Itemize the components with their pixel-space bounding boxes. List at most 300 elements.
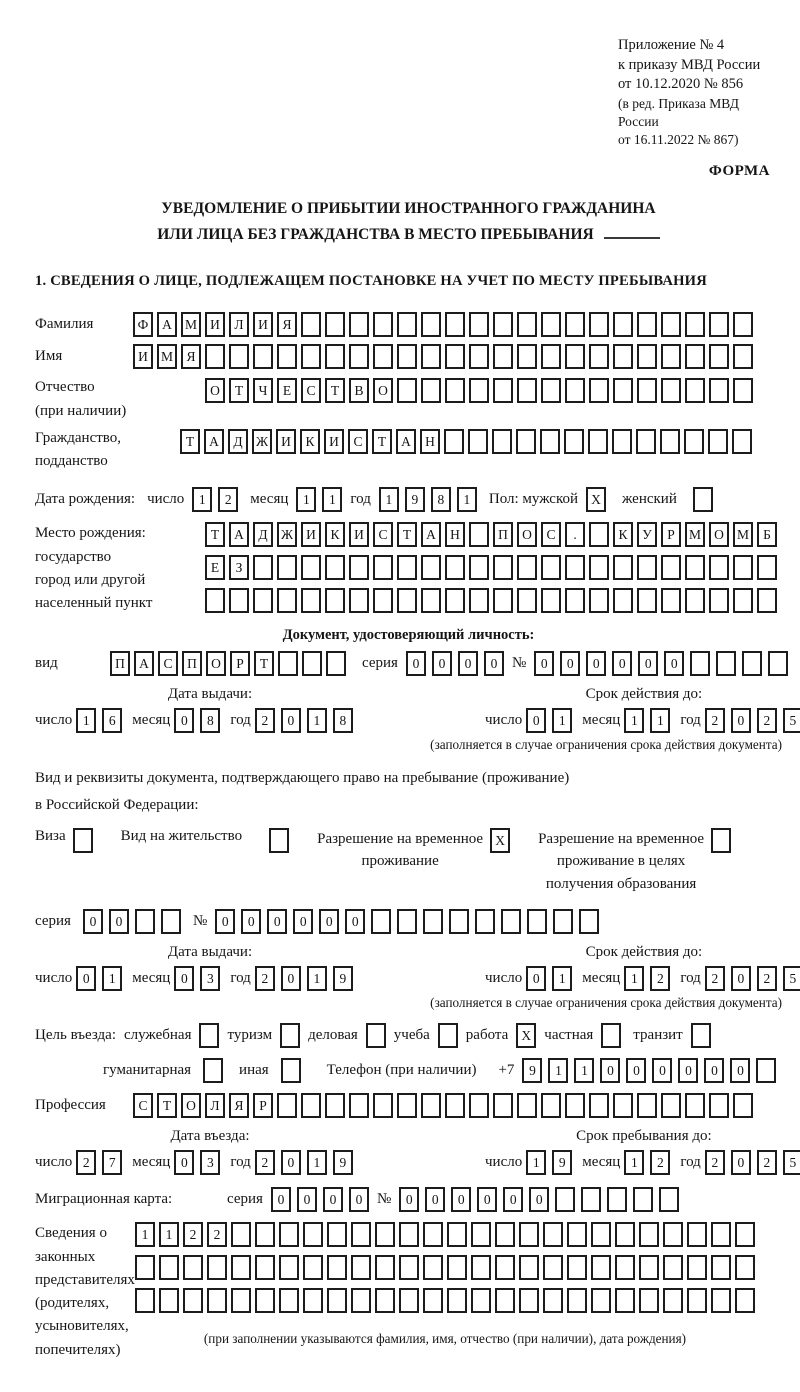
form-cell[interactable]: И [349,522,369,547]
form-cell[interactable]: 0 [319,909,339,934]
form-cell[interactable]: 0 [560,651,580,676]
form-cell[interactable]: О [181,1093,201,1118]
form-cell[interactable] [397,1093,417,1118]
form-cell[interactable]: Р [253,1093,273,1118]
form-cell[interactable] [517,344,537,369]
form-cell[interactable] [493,555,513,580]
form-cell[interactable]: 0 [406,651,426,676]
form-cell[interactable] [255,1255,275,1280]
form-cell[interactable] [733,555,753,580]
form-cell[interactable] [768,651,788,676]
form-cell[interactable] [709,378,729,403]
form-cell[interactable] [279,1288,299,1313]
form-cell[interactable]: С [301,378,321,403]
form-cell[interactable]: 3 [200,966,220,991]
form-cell[interactable]: 0 [174,708,194,733]
form-cell[interactable] [207,1255,227,1280]
form-cell[interactable] [301,344,321,369]
form-cell[interactable] [253,588,273,613]
form-cell[interactable]: 2 [183,1222,203,1247]
form-cell[interactable]: X [490,828,510,853]
form-cell[interactable] [543,1255,563,1280]
form-cell[interactable]: Ф [133,312,153,337]
form-cell[interactable] [447,1222,467,1247]
form-cell[interactable] [327,1255,347,1280]
form-cell[interactable]: Н [445,522,465,547]
form-cell[interactable] [709,588,729,613]
form-cell[interactable]: 1 [307,708,327,733]
form-cell[interactable] [685,588,705,613]
form-cell[interactable]: 1 [322,487,342,512]
form-cell[interactable]: 0 [174,966,194,991]
form-cell[interactable] [613,378,633,403]
form-cell[interactable] [351,1255,371,1280]
form-cell[interactable] [711,1288,731,1313]
form-cell[interactable] [685,378,705,403]
form-cell[interactable]: 0 [241,909,261,934]
form-cell[interactable]: А [157,312,177,337]
form-cell[interactable]: 8 [200,708,220,733]
form-cell[interactable]: 1 [307,1150,327,1175]
form-cell[interactable] [445,555,465,580]
form-cell[interactable] [541,312,561,337]
form-cell[interactable] [543,1288,563,1313]
form-cell[interactable] [735,1255,755,1280]
form-cell[interactable] [517,312,537,337]
form-cell[interactable] [709,1093,729,1118]
form-cell[interactable] [349,344,369,369]
form-cell[interactable]: 2 [207,1222,227,1247]
form-cell[interactable] [159,1288,179,1313]
form-cell[interactable]: 0 [704,1058,724,1083]
form-cell[interactable] [733,378,753,403]
form-cell[interactable]: Л [205,1093,225,1118]
form-cell[interactable] [661,1093,681,1118]
form-cell[interactable] [493,1093,513,1118]
form-cell[interactable]: Т [397,522,417,547]
form-cell[interactable] [711,828,731,853]
form-cell[interactable] [135,1288,155,1313]
form-cell[interactable] [501,909,521,934]
form-cell[interactable] [709,555,729,580]
form-cell[interactable]: 5 [783,966,800,991]
form-cell[interactable] [397,312,417,337]
form-cell[interactable]: 2 [705,1150,725,1175]
form-cell[interactable] [325,588,345,613]
form-cell[interactable] [639,1255,659,1280]
form-cell[interactable]: Т [205,522,225,547]
form-cell[interactable] [637,344,657,369]
form-cell[interactable]: 0 [678,1058,698,1083]
form-cell[interactable]: Д [253,522,273,547]
form-cell[interactable]: Ч [253,378,273,403]
form-cell[interactable] [733,312,753,337]
form-cell[interactable] [469,378,489,403]
form-cell[interactable] [639,1288,659,1313]
form-cell[interactable]: С [133,1093,153,1118]
form-cell[interactable]: 2 [757,708,777,733]
form-cell[interactable]: X [516,1023,536,1048]
form-cell[interactable] [397,909,417,934]
form-cell[interactable]: О [709,522,729,547]
form-cell[interactable]: 5 [783,708,800,733]
form-cell[interactable] [399,1222,419,1247]
form-cell[interactable] [349,1093,369,1118]
form-cell[interactable]: И [133,344,153,369]
form-cell[interactable]: А [396,429,416,454]
form-cell[interactable] [637,312,657,337]
form-cell[interactable]: Я [181,344,201,369]
form-cell[interactable] [493,312,513,337]
form-cell[interactable]: О [206,651,226,676]
form-cell[interactable]: Т [180,429,200,454]
form-cell[interactable] [277,344,297,369]
form-cell[interactable] [421,588,441,613]
form-cell[interactable] [708,429,728,454]
form-cell[interactable]: 0 [425,1187,445,1212]
form-cell[interactable]: 0 [612,651,632,676]
form-cell[interactable] [607,1187,627,1212]
form-cell[interactable]: И [205,312,225,337]
form-cell[interactable]: 0 [652,1058,672,1083]
form-cell[interactable] [493,588,513,613]
form-cell[interactable] [543,1222,563,1247]
form-cell[interactable]: 0 [271,1187,291,1212]
form-cell[interactable]: 2 [705,966,725,991]
form-cell[interactable] [687,1222,707,1247]
form-cell[interactable]: 0 [626,1058,646,1083]
form-cell[interactable] [732,429,752,454]
form-cell[interactable] [663,1255,683,1280]
form-cell[interactable] [591,1255,611,1280]
form-cell[interactable]: 0 [600,1058,620,1083]
form-cell[interactable]: 0 [345,909,365,934]
form-cell[interactable]: 1 [379,487,399,512]
form-cell[interactable]: 0 [477,1187,497,1212]
form-cell[interactable] [205,344,225,369]
form-cell[interactable]: 1 [552,966,572,991]
form-cell[interactable] [519,1255,539,1280]
form-cell[interactable]: 0 [503,1187,523,1212]
form-cell[interactable]: К [613,522,633,547]
form-cell[interactable] [541,344,561,369]
form-cell[interactable] [733,344,753,369]
form-cell[interactable] [493,378,513,403]
form-cell[interactable] [229,588,249,613]
form-cell[interactable] [255,1288,275,1313]
form-cell[interactable] [567,1222,587,1247]
form-cell[interactable] [449,909,469,934]
form-cell[interactable] [438,1023,458,1048]
form-cell[interactable] [373,555,393,580]
form-cell[interactable]: 0 [432,651,452,676]
form-cell[interactable]: . [565,522,585,547]
form-cell[interactable] [685,312,705,337]
form-cell[interactable] [469,522,489,547]
form-cell[interactable] [639,1222,659,1247]
form-cell[interactable]: И [324,429,344,454]
form-cell[interactable] [253,555,273,580]
form-cell[interactable]: Ж [277,522,297,547]
form-cell[interactable]: 1 [552,708,572,733]
form-cell[interactable]: Т [157,1093,177,1118]
form-cell[interactable] [375,1255,395,1280]
form-cell[interactable] [711,1222,731,1247]
form-cell[interactable]: 1 [135,1222,155,1247]
form-cell[interactable] [399,1255,419,1280]
form-cell[interactable] [541,588,561,613]
form-cell[interactable]: 0 [281,708,301,733]
form-cell[interactable]: С [373,522,393,547]
form-cell[interactable] [613,344,633,369]
form-cell[interactable]: 7 [102,1150,122,1175]
form-cell[interactable] [327,1288,347,1313]
form-cell[interactable] [421,1093,441,1118]
form-cell[interactable]: Е [205,555,225,580]
form-cell[interactable]: 2 [705,708,725,733]
form-cell[interactable]: 1 [548,1058,568,1083]
form-cell[interactable] [659,1187,679,1212]
form-cell[interactable] [589,522,609,547]
form-cell[interactable]: 1 [624,708,644,733]
form-cell[interactable]: А [204,429,224,454]
form-cell[interactable] [397,555,417,580]
form-cell[interactable] [693,487,713,512]
form-cell[interactable]: 0 [529,1187,549,1212]
form-cell[interactable] [516,429,536,454]
form-cell[interactable] [601,1023,621,1048]
form-cell[interactable] [716,651,736,676]
form-cell[interactable] [73,828,93,853]
form-cell[interactable] [637,555,657,580]
form-cell[interactable]: Р [230,651,250,676]
form-cell[interactable]: Т [254,651,274,676]
form-cell[interactable]: 2 [218,487,238,512]
form-cell[interactable] [553,909,573,934]
form-cell[interactable]: 8 [333,708,353,733]
form-cell[interactable] [469,344,489,369]
form-cell[interactable]: 1 [296,487,316,512]
form-cell[interactable]: Л [229,312,249,337]
form-cell[interactable]: М [685,522,705,547]
form-cell[interactable]: 0 [586,651,606,676]
form-cell[interactable] [565,555,585,580]
form-cell[interactable] [756,1058,776,1083]
form-cell[interactable]: 1 [624,966,644,991]
form-cell[interactable] [135,1255,155,1280]
form-cell[interactable] [684,429,704,454]
form-cell[interactable]: 0 [297,1187,317,1212]
form-cell[interactable]: 1 [307,966,327,991]
form-cell[interactable] [445,344,465,369]
form-cell[interactable] [567,1255,587,1280]
form-cell[interactable]: С [158,651,178,676]
form-cell[interactable] [469,312,489,337]
form-cell[interactable] [279,1222,299,1247]
form-cell[interactable] [735,1288,755,1313]
form-cell[interactable] [303,1255,323,1280]
form-cell[interactable] [231,1288,251,1313]
form-cell[interactable] [613,1093,633,1118]
form-cell[interactable] [325,555,345,580]
form-cell[interactable] [733,588,753,613]
form-cell[interactable] [567,1288,587,1313]
form-cell[interactable] [421,555,441,580]
form-cell[interactable] [471,1288,491,1313]
form-cell[interactable]: 0 [730,1058,750,1083]
form-cell[interactable]: 0 [484,651,504,676]
form-cell[interactable]: 1 [76,708,96,733]
form-cell[interactable] [663,1288,683,1313]
form-cell[interactable]: М [733,522,753,547]
form-cell[interactable] [447,1255,467,1280]
form-cell[interactable] [579,909,599,934]
form-cell[interactable]: 0 [526,966,546,991]
form-cell[interactable]: И [276,429,296,454]
form-cell[interactable] [421,312,441,337]
form-cell[interactable] [519,1222,539,1247]
form-cell[interactable] [555,1187,575,1212]
form-cell[interactable] [278,651,298,676]
form-cell[interactable] [589,555,609,580]
form-cell[interactable] [517,378,537,403]
form-cell[interactable] [591,1288,611,1313]
form-cell[interactable]: 9 [405,487,425,512]
form-cell[interactable] [397,344,417,369]
form-cell[interactable] [540,429,560,454]
form-cell[interactable] [660,429,680,454]
form-cell[interactable] [325,344,345,369]
form-cell[interactable] [207,1288,227,1313]
form-cell[interactable] [203,1058,223,1083]
form-cell[interactable] [661,344,681,369]
form-cell[interactable]: А [421,522,441,547]
form-cell[interactable]: Н [420,429,440,454]
form-cell[interactable]: Т [325,378,345,403]
form-cell[interactable] [471,1222,491,1247]
form-cell[interactable] [615,1255,635,1280]
form-cell[interactable] [277,555,297,580]
form-cell[interactable] [327,1222,347,1247]
form-cell[interactable] [541,378,561,403]
form-cell[interactable] [445,378,465,403]
form-cell[interactable]: Ж [252,429,272,454]
form-cell[interactable]: 0 [267,909,287,934]
form-cell[interactable]: К [325,522,345,547]
form-cell[interactable]: Р [661,522,681,547]
form-cell[interactable] [565,344,585,369]
form-cell[interactable]: 8 [431,487,451,512]
form-cell[interactable] [375,1222,395,1247]
form-cell[interactable]: 0 [174,1150,194,1175]
form-cell[interactable] [325,312,345,337]
form-cell[interactable] [423,909,443,934]
form-cell[interactable]: 0 [458,651,478,676]
form-cell[interactable]: 9 [333,966,353,991]
form-cell[interactable] [613,555,633,580]
form-cell[interactable]: Д [228,429,248,454]
form-cell[interactable]: П [110,651,130,676]
form-cell[interactable] [541,1093,561,1118]
form-cell[interactable] [351,1288,371,1313]
form-cell[interactable] [301,555,321,580]
form-cell[interactable]: 2 [757,966,777,991]
form-cell[interactable]: 2 [650,966,670,991]
form-cell[interactable]: О [517,522,537,547]
form-cell[interactable] [733,1093,753,1118]
form-cell[interactable]: 0 [731,966,751,991]
form-cell[interactable]: 0 [534,651,554,676]
form-cell[interactable] [366,1023,386,1048]
form-cell[interactable] [255,1222,275,1247]
form-cell[interactable] [325,1093,345,1118]
form-cell[interactable]: 1 [650,708,670,733]
form-cell[interactable] [423,1288,443,1313]
form-cell[interactable] [493,344,513,369]
form-cell[interactable] [349,555,369,580]
form-cell[interactable] [757,588,777,613]
form-cell[interactable] [161,909,181,934]
form-cell[interactable]: 0 [399,1187,419,1212]
form-cell[interactable] [565,378,585,403]
form-cell[interactable] [519,1288,539,1313]
form-cell[interactable] [231,1222,251,1247]
form-cell[interactable]: К [300,429,320,454]
form-cell[interactable] [615,1288,635,1313]
form-cell[interactable] [468,429,488,454]
form-cell[interactable] [475,909,495,934]
form-cell[interactable] [613,588,633,613]
form-cell[interactable]: П [493,522,513,547]
form-cell[interactable]: И [253,312,273,337]
form-cell[interactable] [661,555,681,580]
form-cell[interactable] [709,312,729,337]
form-cell[interactable] [527,909,547,934]
form-cell[interactable]: 2 [76,1150,96,1175]
form-cell[interactable] [517,588,537,613]
form-cell[interactable]: 2 [255,708,275,733]
form-cell[interactable] [691,1023,711,1048]
form-cell[interactable] [613,312,633,337]
form-cell[interactable] [301,312,321,337]
form-cell[interactable]: 0 [215,909,235,934]
form-cell[interactable] [685,1093,705,1118]
form-cell[interactable]: У [637,522,657,547]
form-cell[interactable] [301,588,321,613]
form-cell[interactable] [397,588,417,613]
form-cell[interactable]: 0 [83,909,103,934]
form-cell[interactable]: 2 [255,966,275,991]
form-cell[interactable] [565,588,585,613]
form-cell[interactable] [661,588,681,613]
form-cell[interactable] [636,429,656,454]
form-cell[interactable]: З [229,555,249,580]
form-cell[interactable] [591,1222,611,1247]
form-cell[interactable]: И [301,522,321,547]
form-cell[interactable] [471,1255,491,1280]
form-cell[interactable]: 2 [650,1150,670,1175]
form-cell[interactable] [469,555,489,580]
form-cell[interactable]: 1 [457,487,477,512]
form-cell[interactable] [375,1288,395,1313]
form-cell[interactable] [183,1255,203,1280]
form-cell[interactable] [351,1222,371,1247]
form-cell[interactable] [135,909,155,934]
form-cell[interactable] [303,1222,323,1247]
form-cell[interactable] [373,344,393,369]
form-cell[interactable] [564,429,584,454]
form-cell[interactable]: 0 [349,1187,369,1212]
